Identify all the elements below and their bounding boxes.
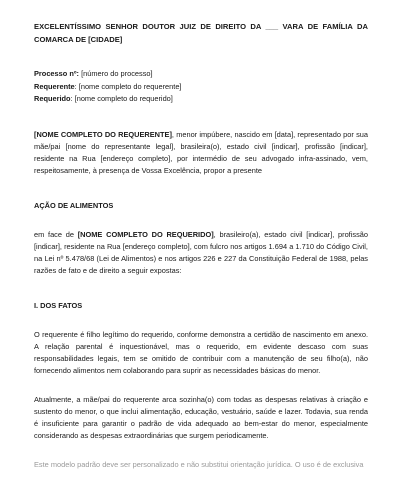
- requerido-field: [34, 93, 368, 106]
- action-heading: AÇÃO DE ALIMENTOS: [34, 200, 114, 210]
- requerente-name: [NOME COMPLETO DO REQUERENTE]: [34, 129, 172, 139]
- requerente-label: Requerente: [34, 81, 75, 91]
- facts-paragraph-2: Atualmente, a mãe/pai do requerente arca sozinha(o) com todas as despesas relativas à criação e sustento do menor, o que inclui alimentação, educação, vestuário, saúde e lazer. Todavia, sua renda é insuficiente para garantir o padrão de vida adequado ao bem-estar do menor, especialmente considerando as despesas extraordinárias que surgem periodicamente.: [34, 394, 368, 440]
- section-heading-facts: I. DOS FATOS: [34, 300, 83, 310]
- intro-text: , menor impúbere, nascido em [data], representado por sua mãe/pai [nome do representante legal], brasileira(o), estado civil [indicar], profissão [indicar], residente na Rua [endereço completo], por intermédio de seu advogado infra-assinado, vem, respeitosamente, à presença de Vossa Excelência, propor a presente: [34, 129, 368, 175]
- case-fields: [34, 68, 368, 106]
- intro-paragraph: [34, 129, 368, 177]
- processo-field: [34, 68, 368, 81]
- requerido-name: [NOME COMPLETO DO REQUERIDO]: [77, 229, 214, 239]
- requerente-field: [34, 81, 368, 94]
- disclaimer-note: Este modelo padrão deve ser personalizado e não substitui orientação jurídica. O uso é de exclusiva: [34, 459, 364, 469]
- processo-value: [número do processo]: [79, 69, 153, 78]
- requerido-label: Requerido: [34, 94, 71, 103]
- requerido-value: : [nome completo do requerido]: [70, 94, 173, 103]
- requerente-value: : [nome completo do requerente]: [74, 81, 182, 91]
- document-content: [34, 20, 368, 471]
- against-prefix: em face de: [34, 229, 78, 239]
- document-title: EXCELENTÍSSIMO SENHOR DOUTOR JUIZ DE DIREITO DA ___ VARA DE FAMÍLIA DA COMARCA DE [CIDADE]: [34, 22, 368, 44]
- processo-label: Processo nº:: [34, 69, 80, 78]
- facts-paragraph-1: O requerente é filho legítimo do requerido, conforme demonstra a certidão de nascimento em anexo. A relação parental é inquestionável, mas o requerido, em evidente descaso com suas responsabilidades legais, tem se omitido de contribuir com a manutenção de seu filho(a), não fornecendo alimentos nem colaborando para suprir as necessidades básicas do menor.: [34, 329, 368, 375]
- against-paragraph: [34, 229, 368, 277]
- against-text: , brasileiro(a), estado civil [indicar], profissão [indicar], residente na Rua [endereço completo], com fulcro nos artigos 1.694 a 1.710 do Código Civil, na Lei nº 5.478/68 (Lei de Alimentos) e nos artigos 226 e 227 da Constituição Federal de 1988, pelas razões de fato e de direito a seguir expostas:: [34, 229, 368, 275]
